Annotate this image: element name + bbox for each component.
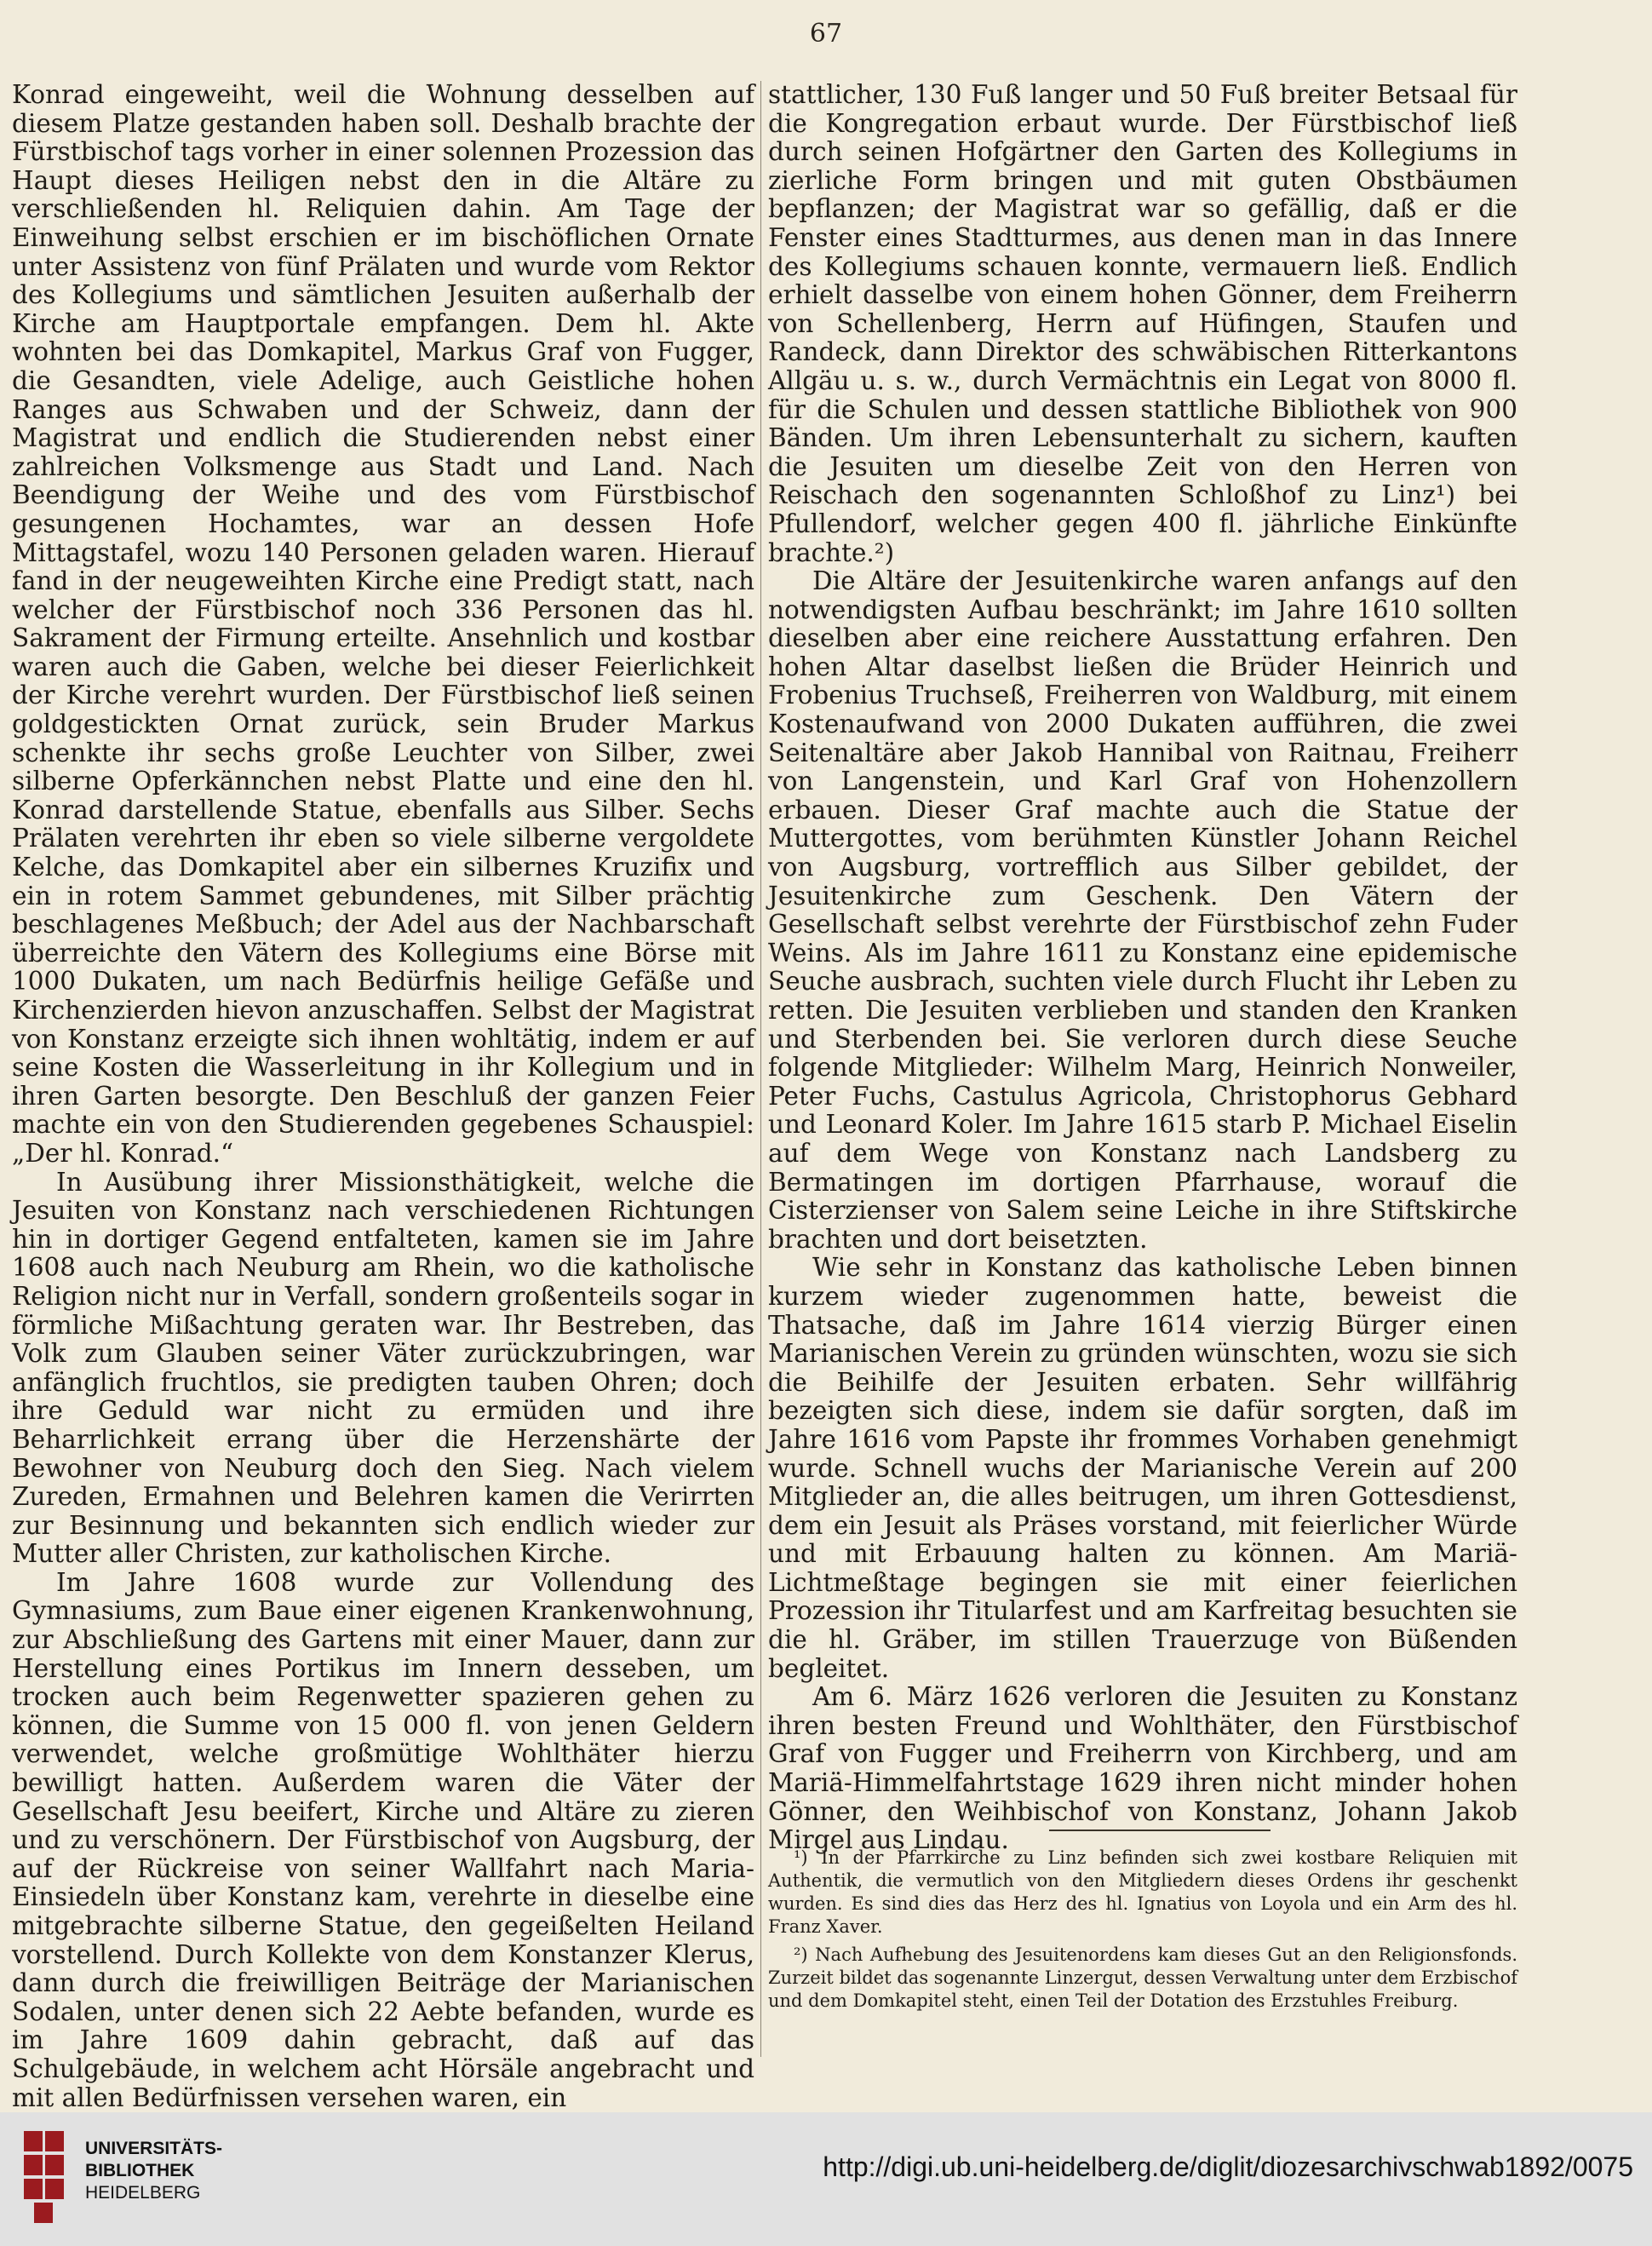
footnotes: [768, 1847, 1517, 2018]
paragraph: stattlicher, 130 Fuß langer und 50 Fuß breiter Betsaal für die Kongregation erbaut wurde. Der Fürstbischof ließ durch seinen Hofgärtner den Garten des Kollegiums in zierliche Form bringen und mit guten Obstbäumen bepflanzen; der Magistrat war so gefällig, daß er die Fenster eines Stadtturmes, aus denen man in das Innere des Kollegiums schauen konnte, vermauern ließ. Endlich erhielt dasselbe von einem hohen Gönner, dem Freiherrn von Schellenberg, Herrn auf Hüfingen, Staufen und Randeck, dann Direktor des schwäbischen Ritterkantons Allgäu u. s. w., durch Vermächtnis ein Legat von 8000 fl. für die Schulen und dessen stattliche Bibliothek von 900 Bänden. Um ihren Lebensunterhalt zu sichern, kauften die Jesuiten um dieselbe Zeit von den Herren von Reischach den sogenannten Schloßhof zu Linz¹) bei Pfullendorf, welcher gegen 400 fl. jährliche Einkünfte brachte.²): [768, 80, 1517, 567]
library-name-line: HEIDELBERG: [85, 2183, 201, 2203]
page-number: 67: [809, 19, 843, 49]
footnote: ²) Nach Aufhebung des Jesuitenordens kam dieses Gut an den Religionsfonds. Zurzeit bildet das sogenannte Linzergut, dessen Verwaltung unter dem Erzbischof und dem Domkapitel steht, einen Teil der Dotation des Erzstuhles Freiburg.: [768, 1944, 1517, 2011]
footnote-divider: [1049, 1830, 1271, 1831]
footnote: ¹) In der Pfarrkirche zu Linz befinden sich zwei kostbare Reliquien mit Authentik, die vermutlich von den Mitgliedern dieses Ordens ihr geschenkt wurden. Es sind dies das Herz des hl. Ignatius von Loyola und ein Arm des hl. Franz Xaver.: [768, 1847, 1517, 1937]
left-column: [12, 80, 754, 2112]
library-name: [85, 2138, 341, 2204]
library-name-line: BIBLIOTHEK: [85, 2161, 195, 2180]
paragraph: Die Altäre der Jesuitenkirche waren anfangs auf den notwendigsten Aufbau beschränkt; im Jahre 1610 sollten dieselben aber eine reichere Ausstattung erfahren. Den hohen Altar daselbst ließen die Brüder Heinrich und Frobenius Truchseß, Freiherren von Waldburg, mit einem Kostenaufwand von 2000 Dukaten aufführen, die zwei Seitenaltäre aber Jakob Hannibal von Raitnau, Freiherr von Langenstein, und Karl Graf von Hohenzollern erbauen. Dieser Graf machte auch die Statue der Muttergottes, vom berühmten Künstler Johann Reichel von Augsburg, vortrefflich aus Silber gebildet, der Jesuitenkirche zum Geschenk. Den Vätern der Gesellschaft selbst verehrte der Fürstbischof zehn Fuder Weins. Als im Jahre 1611 zu Konstanz eine epidemische Seuche ausbrach, suchten viele durch Flucht ihr Leben zu retten. Die Jesuiten verblieben und standen den Kranken und Sterbenden bei. Sie verloren durch diese Seuche folgende Mitglieder: Wilhelm Marg, Heinrich Nonweiler, Peter Fuchs, Castulus Agricola, Christophorus Gebhard und Leonard Koler. Im Jahre 1615 starb P. Michael Eiselin auf dem Wege von Konstanz nach Landsberg zu Bermatingen im dortigen Pfarrhause, worauf die Cisterzienser von Salem seine Leiche in ihre Stiftskirche brachten und dort beisetzten.: [768, 566, 1517, 1254]
column-divider: [760, 81, 761, 2057]
library-logo-icon: [24, 2131, 66, 2225]
right-column: [768, 81, 1517, 2065]
paragraph: Im Jahre 1608 wurde zur Vollendung des Gymnasiums, zum Baue einer eigenen Krankenwohnung, zur Abschließung des Gartens mit einer Mauer, dann zur Herstellung eines Portikus im Innern desseben, um trocken auch beim Regenwetter spazieren gehen zu können, die Summe von 15 000 fl. von jenen Geldern verwendet, welche großmütige Wohlthäter hierzu bewilligt hatten. Außerdem waren die Väter der Gesellschaft Jesu beeifert, Kirche und Altäre zu zieren und zu verschönern. Der Fürstbischof von Augsburg, der auf der Rückreise von seiner Wallfahrt nach Maria-Einsiedeln über Konstanz kam, verehrte in dieselbe eine mitgebrachte silberne Statue, den gegeißelten Heiland vorstellend. Durch Kollekte von dem Konstanzer Klerus, dann durch die freiwilligen Beiträge der Marianischen Sodalen, unter denen sich 22 Aebte befanden, wurde es im Jahre 1609 dahin gebracht, daß auf das Schulgebäude, in welchem acht Hörsäle angebracht und mit allen Bedürfnissen versehen waren, ein: [12, 1567, 754, 2112]
source-url-link[interactable]: http://digi.ub.uni-heidelberg.de/diglit/diozesarchivschwab1892/0075: [823, 2151, 1633, 2182]
paragraph: In Ausübung ihrer Missionsthätigkeit, welche die Jesuiten von Konstanz nach verschiedenen Richtungen hin in dortiger Gegend entfalteten, kamen sie im Jahre 1608 auch nach Neuburg am Rhein, wo die katholische Religion nicht nur in Verfall, sondern großenteils sogar in förmliche Mißachtung geraten war. Ihr Bestreben, das Volk zum Glauben seiner Väter zurückzubringen, war anfänglich fruchtlos, sie predigten tauben Ohren; doch ihre Geduld war nicht zu ermüden und ihre Beharrlichkeit errang über die Herzenshärte der Bewohner von Neuburg doch den Sieg. Nach vielem Zureden, Ermahnen und Belehren kamen die Verirrten zur Besinnung und bekannten sich endlich wieder zur Mutter aller Christen, zur katholischen Kirche.: [12, 1167, 754, 1569]
paragraph: Am 6. März 1626 verloren die Jesuiten zu Konstanz ihren besten Freund und Wohlthäter, den Fürstbischof Graf von Fugger und Freiherrn von Kirchberg, und am Mariä-Himmelfahrtstage 1629 ihren nicht minder hohen Gönner, den Weihbischof von Konstanz, Johann Jakob Mirgel aus Lindau.: [768, 1682, 1517, 1855]
paragraph: Wie sehr in Konstanz das katholische Leben binnen kurzem wieder zugenommen hatte, beweist die Thatsache, daß im Jahre 1614 vierzig Bürger einen Marianischen Verein zu gründen wünschten, wozu sie sich die Beihilfe der Jesuiten erbaten. Sehr willfährig bezeigten sich diese, indem sie dafür sorgten, daß im Jahre 1616 vom Papste ihr frommes Vorhaben genehmigt wurde. Schnell wuchs der Marianische Verein auf 200 Mitglieder an, die alles beitrugen, um ihren Gottesdienst, dem ein Jesuit als Präses vorstand, mit feierlicher Würde und mit Erbauung halten zu können. Am Mariä-Lichtmeßtage begingen sie mit einer feierlichen Prozession ihr Titularfest und am Karfreitag besuchten sie die hl. Gräber, im stillen Trauerzuge von Büßenden begleitet.: [768, 1253, 1517, 1683]
paragraph: Konrad eingeweiht, weil die Wohnung desselben auf diesem Platze gestanden haben soll. Deshalb brachte der Fürstbischof tags vorher in einer solennen Prozession das Haupt dieses Heiligen nebst den in die Altäre zu verschließenden hl. Reliquien dahin. Am Tage der Einweihung selbst erschien er im bischöflichen Ornate unter Assistenz von fünf Prälaten und wurde vom Rektor des Kollegiums und sämtlichen Jesuiten außerhalb der Kirche am Hauptportale empfangen. Dem hl. Akte wohnten bei das Domkapitel, Markus Graf von Fugger, die Gesandten, viele Adelige, auch Geistliche hohen Ranges aus Schwaben und der Schweiz, dann der Magistrat und endlich die Studierenden nebst einer zahlreichen Volksmenge aus Stadt und Land. Nach Beendigung der Weihe und des vom Fürstbischof gesungenen Hochamtes, war an dessen Hofe Mittagstafel, wozu 140 Personen geladen waren. Hierauf fand in der neugeweihten Kirche eine Predigt statt, nach welcher der Fürstbischof noch 336 Personen das hl. Sakrament der Firmung erteilte. Ansehnlich und kostbar waren auch die Gaben, welche bei dieser Feierlichkeit der Kirche verehrt wurden. Der Fürstbischof ließ seinen goldgestickten Ornat zurück, sein Bruder Markus schenkte ihr sechs große Leuchter von Silber, zwei silberne Opferkännchen nebst Platte und eine den hl. Konrad darstellende Statue, ebenfalls aus Silber. Sechs Prälaten verehrten ihr eben so viele silberne vergoldete Kelche, das Domkapitel aber ein silbernes Kruzifix und ein in rotem Sammet gebundenes, mit Silber prächtig beschlagenes Meßbuch; der Adel aus der Nachbarschaft überreichte den Vätern des Kollegiums eine Börse mit 1000 Dukaten, um nach Bedürfnis heilige Gefäße und Kirchenzierden hievon anzuschaffen. Selbst der Magistrat von Konstanz erzeigte sich ihnen wohltätig, indem er auf seine Kosten die Wasserleitung in ihr Kollegium und in ihren Garten besorgte. Den Beschluß der ganzen Feier machte ein von den Studierenden gegebenes Schauspiel: „Der hl. Konrad.“: [12, 80, 754, 1168]
library-name-line: UNIVERSITÄTS-: [85, 2139, 223, 2158]
